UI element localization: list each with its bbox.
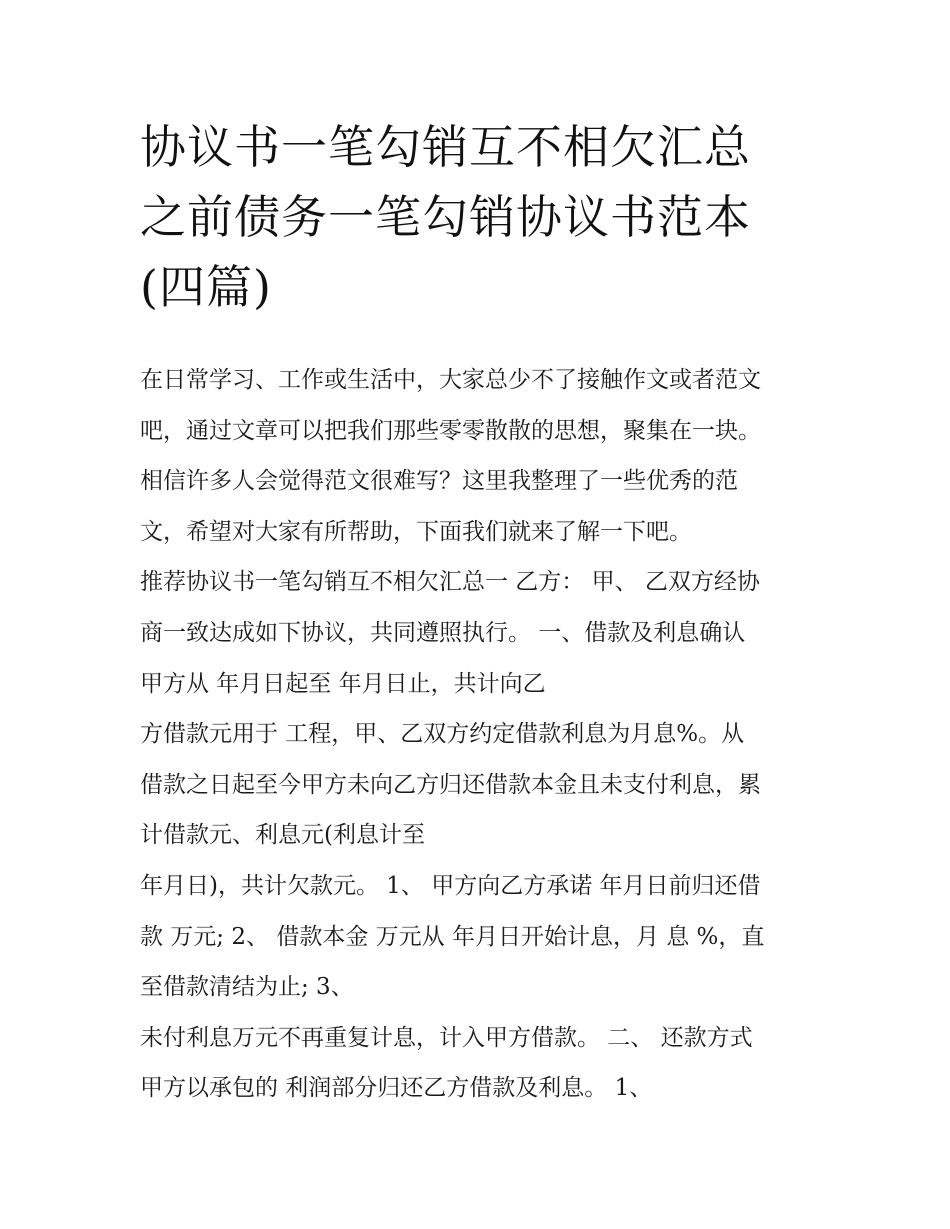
body-line: 相信许多人会觉得范文很难写？这里我整理了一些优秀的范 (140, 468, 738, 495)
title-line-1: 协议书一笔勾销互不相欠汇总 (140, 120, 751, 174)
body-line: 文，希望对大家有所帮助，下面我们就来了解一下吧。 (140, 518, 692, 545)
title-line-3: (四篇) (140, 260, 272, 314)
body-line: 借款之日起至今甲方未向乙方归还借款本金且未支付利息，累 (140, 771, 761, 798)
title-line-2: 之前债务一笔勾销协议书范本 (140, 190, 751, 244)
body-line: 在日常学习、工作或生活中，大家总少不了接触作文或者范文 (140, 367, 761, 393)
body-line: 推荐协议书一笔勾销互不相欠汇总一 乙方： 甲、 乙双方经协 (140, 569, 760, 596)
body-line: 商一致达成如下协议，共同遵照执行。 一、借款及利息确认 (140, 619, 746, 646)
body-line: 计借款元、利息元(利息计至 (140, 822, 425, 849)
body-line: 至借款清结为止; 3、 (140, 974, 354, 1001)
document-body (140, 355, 830, 1114)
body-line: 年月日)，共计欠款元。 1、 甲方向乙方承诺 年月日前归还借 (140, 872, 761, 899)
body-line: 甲方以承包的 利润部分归还乙方借款及利息。 1、 (140, 1075, 653, 1102)
body-line: 未付利息万元不再重复计息，计入甲方借款。 二、 还款方式 (140, 1024, 753, 1051)
body-line: 款 万元; 2、 借款本金 万元从 年月日开始计息，月 息 %，直 (140, 923, 765, 950)
document-title (140, 112, 840, 322)
body-line: 吧，通过文章可以把我们那些零零散散的思想，聚集在一块。 (140, 417, 761, 444)
body-line: 方借款元用于 工程，甲、乙双方约定借款利息为月息%。从 (140, 721, 745, 748)
body-line: 甲方从 年月日起至 年月日止，共计向乙 (140, 670, 546, 697)
